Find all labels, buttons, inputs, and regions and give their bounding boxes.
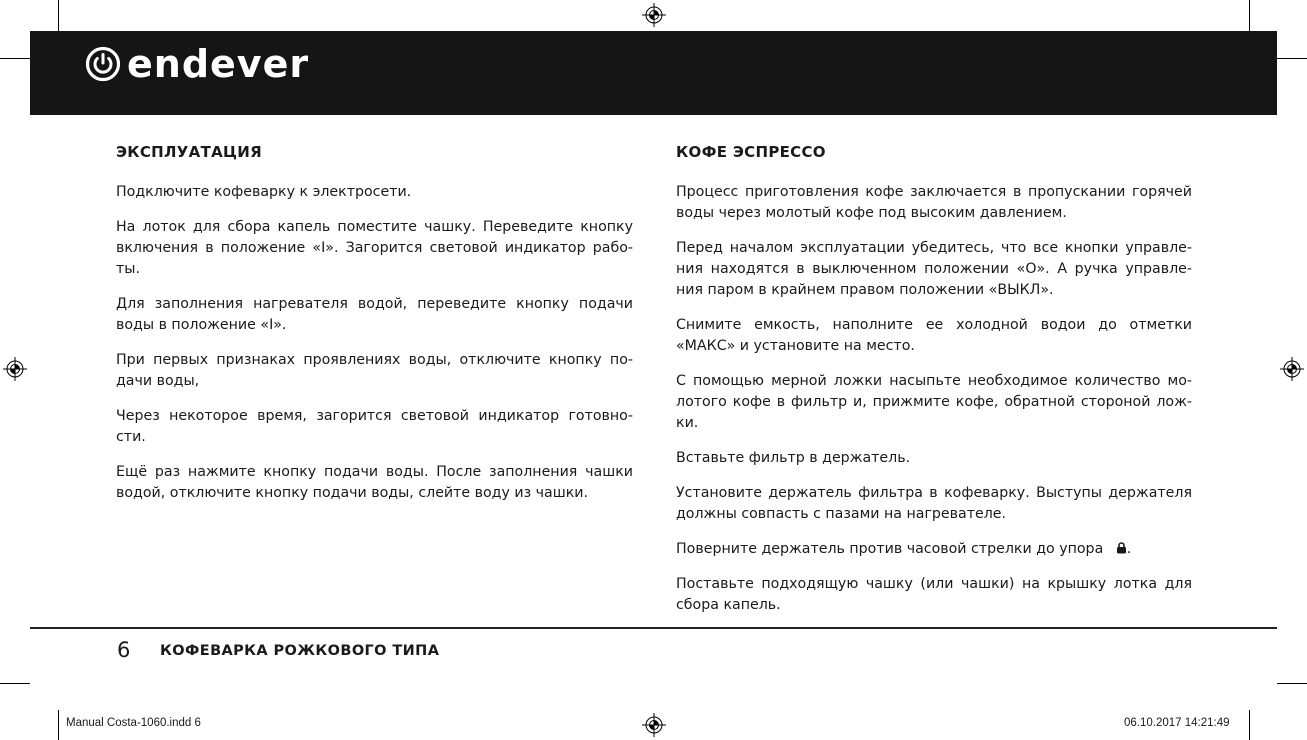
registration-mark-right-icon: [1280, 357, 1304, 381]
paragraph: Вставьте фильтр в держатель.: [676, 450, 911, 466]
left-column: [116, 143, 633, 518]
paragraph: Подключите кофеварку к электросети.: [116, 184, 412, 200]
crop-mark-left-top: [0, 58, 30, 59]
crop-mark-top-right: [1249, 0, 1250, 32]
footer-rule: [30, 627, 1277, 629]
brand-logo: [85, 44, 309, 84]
lock-sentence: Поверните держатель против часовой стрелки до упора: [676, 541, 1104, 557]
lock-suffix: .: [1126, 541, 1132, 557]
page-number: 6: [117, 638, 131, 662]
paragraph: Для заполнения нагревателя водой, переведите кнопку подачи воды в положение «I».: [116, 296, 633, 333]
power-icon: [85, 46, 121, 82]
slug-date: 06.10.2017 14:21:49: [1124, 717, 1230, 729]
paragraph-lock: [676, 539, 1192, 560]
crop-mark-bottom-right: [1249, 710, 1250, 740]
paragraph: Снимите емкость, наполните ее холодной водои до отметки «МАКС» и установите на место.: [676, 317, 1192, 354]
footer-title: КОФЕВАРКА РОЖКОВОГО ТИПА: [160, 643, 440, 659]
section-heading-operation: ЭКСПЛУАТАЦИЯ: [116, 143, 262, 161]
paragraph: Процесс приготовления кофе заключается в пропускании горячей воды через молотый кофе под высоким давлением.: [676, 184, 1192, 221]
paragraph: Через некоторое время, загорится световой индикатор готовно-сти.: [116, 408, 633, 445]
right-column: [676, 143, 1192, 630]
paragraph: С помощью мерной ложки насыпьте необходимое количество мо-лотого кофе в фильтр и, прижмите кофе, обратной стороной лож-ки.: [676, 373, 1192, 431]
crop-mark-left-bottom: [0, 683, 30, 684]
section-heading-espresso: КОФЕ ЭСПРЕССО: [676, 143, 826, 161]
crop-mark-bottom-left: [58, 710, 59, 740]
registration-mark-left-icon: [3, 357, 27, 381]
crop-mark-right-bottom: [1277, 683, 1307, 684]
paragraph: При первых признаках проявлениях воды, отключите кнопку по-дачи воды,: [116, 352, 633, 389]
registration-mark-top-icon: [642, 3, 666, 27]
paragraph: Установите держатель фильтра в кофеварку. Выступы держателя должны совпасть с пазами на нагревателе.: [676, 485, 1192, 522]
registration-mark-bottom-icon: [642, 713, 666, 737]
paragraph: Перед началом эксплуатации убедитесь, что все кнопки управле-ния находятся в выключенном положении «О». А ручка управле-ния паром в крайнем правом положении «ВЫКЛ».: [676, 240, 1192, 298]
paragraph: На лоток для сбора капель поместите чашку. Переведите кнопку включения в положение «I». Загорится световой индикатор рабо-ты.: [116, 219, 633, 277]
crop-mark-top-left: [58, 0, 59, 32]
slug-filename: Manual Costa-1060.indd 6: [66, 717, 201, 729]
crop-mark-right-top: [1277, 58, 1307, 59]
lock-icon: [1116, 542, 1127, 554]
paragraph: Поставьте подходящую чашку (или чашки) на крышку лотка для сбора капель.: [676, 576, 1192, 613]
logo-text: endever: [127, 42, 310, 86]
paragraph: Ещё раз нажмите кнопку подачи воды. После заполнения чашки водой, отключите кнопку подачи воды, слейте воду из чашки.: [116, 464, 633, 501]
